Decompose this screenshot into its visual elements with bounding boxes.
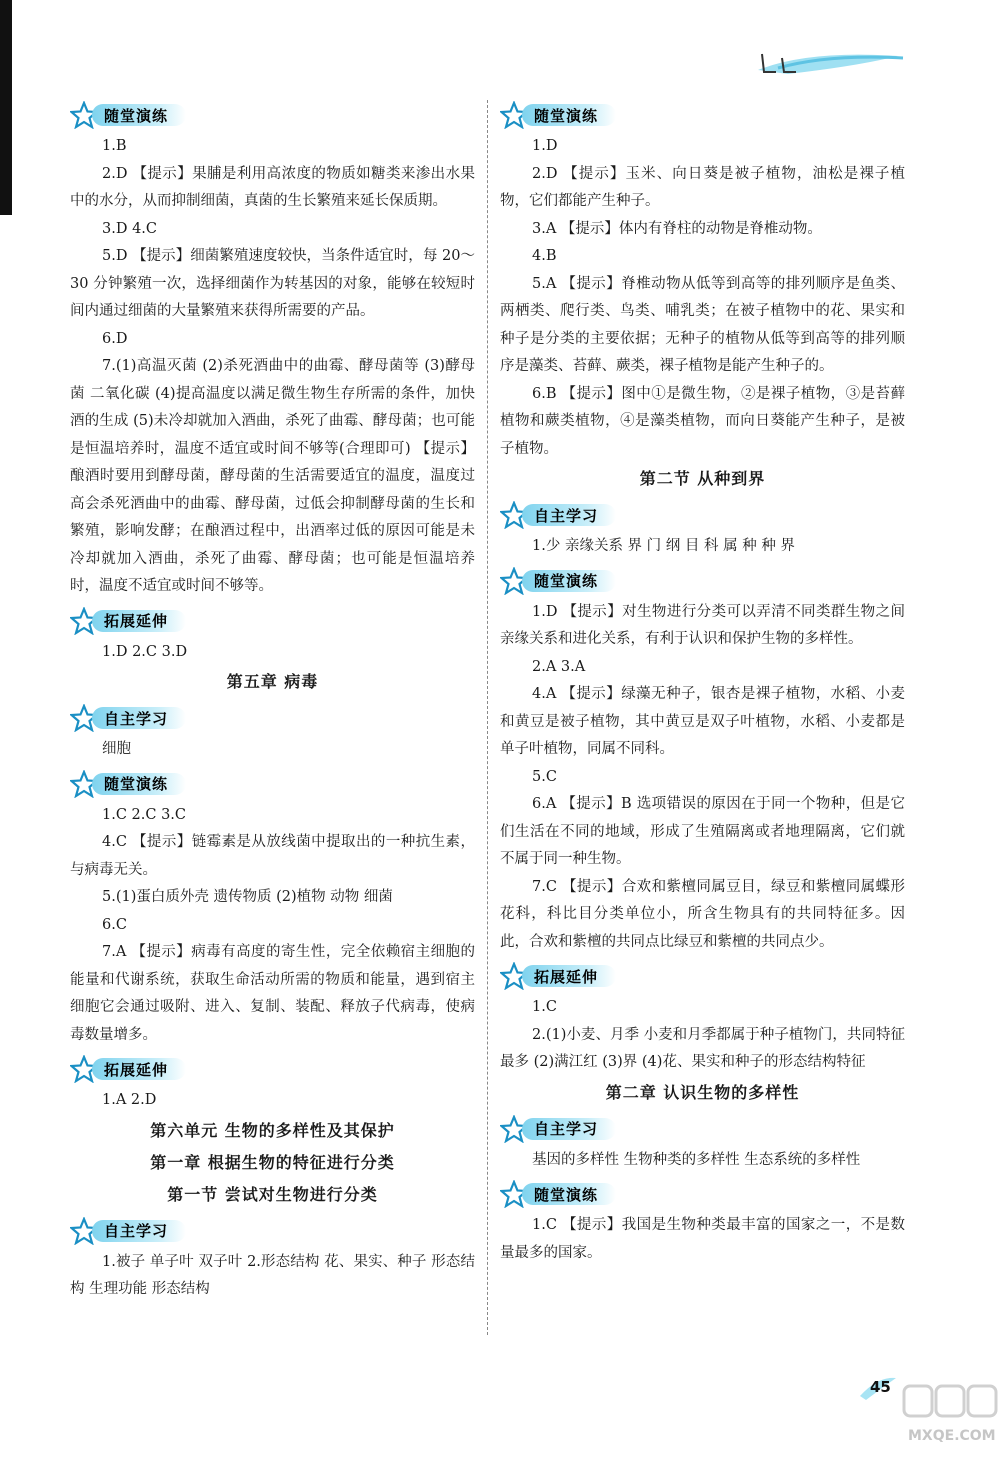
section-tag-label: 自主学习 [522,504,616,526]
section-tag [500,501,905,529]
section-tag-label: 随堂演练 [92,104,186,126]
answer-line: 3.D 4.C [102,220,157,237]
answer-line: 6.A 【提示】B 选项错误的原因在于同一个物种，但是它们生活在不同的地域，形成了生殖隔离或者地理隔离，它们就不属于同一种生物。 [500,796,905,867]
answer-line: 细胞 [102,741,131,757]
section-tag-label: 拓展延伸 [522,965,616,987]
section-heading: 第二节 从种到界 [639,469,766,488]
chapter-heading: 第五章 病毒 [226,672,319,691]
answer-line: 1.C [532,999,557,1015]
answer-line: 7.A 【提示】病毒有高度的寄生性，完全依赖宿主细胞的能量和代谢系统，获取生命活动所需的物质和能量，遇到宿主细胞它会通过吸附、进入、复制、装配、释放子代病毒，使病毒数量增多。 [70,944,475,1043]
watermark-logo [900,1378,1000,1458]
answer-line: 1.少 亲缘关系 界 门 纲 目 科 属 种 种 界 [532,538,795,554]
answer-line: 6.D [102,330,128,347]
binding-edge [0,0,12,215]
answer-line: 7.(1)高温灭菌 (2)杀死酒曲中的曲霉、酵母菌等 (3)酵母菌 二氧化碳 (4)提高温度以满足微生物生存所需的条件，加快酒的生成 (5)未冷却就加入酒曲，杀死了曲霉、酵母菌；也可能是恒温培养时，温度不适宜或时间不够等(合理即可) 【提示】酿酒时要用到酵母菌，酵母菌的生活需要适宜的温度，温度过高会杀死酒曲中的曲霉、酵母菌，过低会抑制酵母菌的生长和繁殖，影响发酵；在酿酒过程中，出酒率过低的原因可能是未冷却就加入酒曲，杀死了曲霉、酵母菌；也可能是恒温培养时，温度不适宜或时间不够等。 [70,358,475,594]
answer-line: 7.C 【提示】合欢和紫檀同属豆目，绿豆和紫檀同属蝶形花科，科比目分类单位小，所含生物具有的共同特征多。因此，合欢和紫檀的共同点比绿豆和紫檀的共同点少。 [500,878,905,950]
answer-line: 1.B [102,138,127,154]
section-tag-label: 随堂演练 [92,773,186,795]
section-tag-label: 随堂演练 [522,1183,616,1205]
answer-line: 5.(1)蛋白质外壳 遗传物质 (2)植物 动物 细菌 [102,889,393,905]
answer-line: 1.C 【提示】我国是生物种类最丰富的国家之一，不是数量最多的国家。 [500,1217,905,1261]
answer-line: 1.D [532,138,558,154]
section-tag-label: 自主学习 [92,707,186,729]
answer-line: 5.C [532,768,557,785]
section-tag [70,704,475,732]
answer-line: 6.B 【提示】图中①是微生物，②是裸子植物，③是苔藓植物和蕨类植物，④是藻类植物，而向日葵能产生种子，是被子植物。 [500,385,905,457]
answer-line: 6.C [102,916,127,933]
section-tag-label: 自主学习 [522,1118,616,1140]
answer-line: 4.C 【提示】链霉素是从放线菌中提取出的一种抗生素，与病毒无关。 [70,834,475,878]
watermark-text: MXQE.COM [908,1428,996,1444]
section-tag-label: 随堂演练 [522,570,616,592]
section-tag [500,962,905,990]
chapter-heading: 第一章 根据生物的特征进行分类 [150,1152,395,1172]
section-tag [70,101,475,129]
left-column [70,95,475,1304]
unit-heading: 第六单元 生物的多样性及其保护 [150,1120,395,1140]
answer-line: 1.D 【提示】对生物进行分类可以弄清不同类群生物之间亲缘关系和进化关系，有利于认识和保护生物的多样性。 [500,603,905,647]
answer-line: 2.D 【提示】果脯是利用高浓度的物质如糖类来渗出水果中的水分，从而抑制细菌，真菌的生长繁殖来延长保质期。 [70,165,475,209]
section-tag [70,1217,475,1245]
answer-line: 1.A 2.D [102,1092,157,1108]
answer-line: 1.被子 单子叶 双子叶 2.形态结构 花、果实、种子 形态结构 生理功能 形态结构 [70,1253,475,1297]
section-tag [70,1055,475,1083]
section-tag [70,607,475,635]
answer-line: 5.D 【提示】细菌繁殖速度较快，当条件适宜时，每 20～30 分钟繁殖一次，选择细菌作为转基因的对象，能够在较短时间内通过细菌的大量繁殖来获得所需要的产品。 [70,248,475,319]
header-decoration [748,48,908,78]
answer-line: 4.A 【提示】绿藻无种子，银杏是裸子植物，水稻、小麦和黄豆是被子植物，其中黄豆是双子叶植物，水稻、小麦都是单子叶植物，同属不同科。 [500,686,905,757]
answer-line: 基因的多样性 生物种类的多样性 生态系统的多样性 [532,1151,861,1168]
page-number: 45 [870,1378,891,1396]
answer-line: 2.A 3.A [532,658,586,675]
answer-line: 1.C 2.C 3.C [102,806,187,823]
section-tag-label: 随堂演练 [522,104,616,126]
section-tag-label: 拓展延伸 [92,610,186,632]
answer-line: 3.A 【提示】体内有脊柱的动物是脊椎动物。 [532,220,822,237]
section-tag [500,101,905,129]
answer-line: 4.B [532,248,557,264]
section-tag-label: 拓展延伸 [92,1058,186,1080]
answer-line: 2.D 【提示】玉米、向日葵是被子植物，油松是裸子植物，它们都能产生种子。 [500,165,905,209]
column-divider [487,100,488,1335]
answer-line: 5.A 【提示】脊椎动物从低等到高等的排列顺序是鱼类、两栖类、爬行类、鸟类、哺乳类；在被子植物中的花、果实和种子是分类的主要依据；无种子的植物从低等到高等的排列顺序是藻类、苔藓、蕨类，裸子植物是能产生种子的。 [500,275,905,374]
answer-line: 2.(1)小麦、月季 小麦和月季都属于种子植物门，共同特征最多 (2)满江红 (3)界 (4)花、果实和种子的形态结构特征 [500,1026,905,1070]
section-tag [500,1115,905,1143]
section-tag [500,567,905,595]
section-tag-label: 自主学习 [92,1220,186,1242]
section-tag [500,1180,905,1208]
section-tag [70,770,475,798]
section-heading: 第一节 尝试对生物进行分类 [167,1184,378,1204]
answer-line: 1.D 2.C 3.D [102,643,188,660]
chapter-heading: 第二章 认识生物的多样性 [605,1082,800,1102]
right-column [500,95,905,1267]
